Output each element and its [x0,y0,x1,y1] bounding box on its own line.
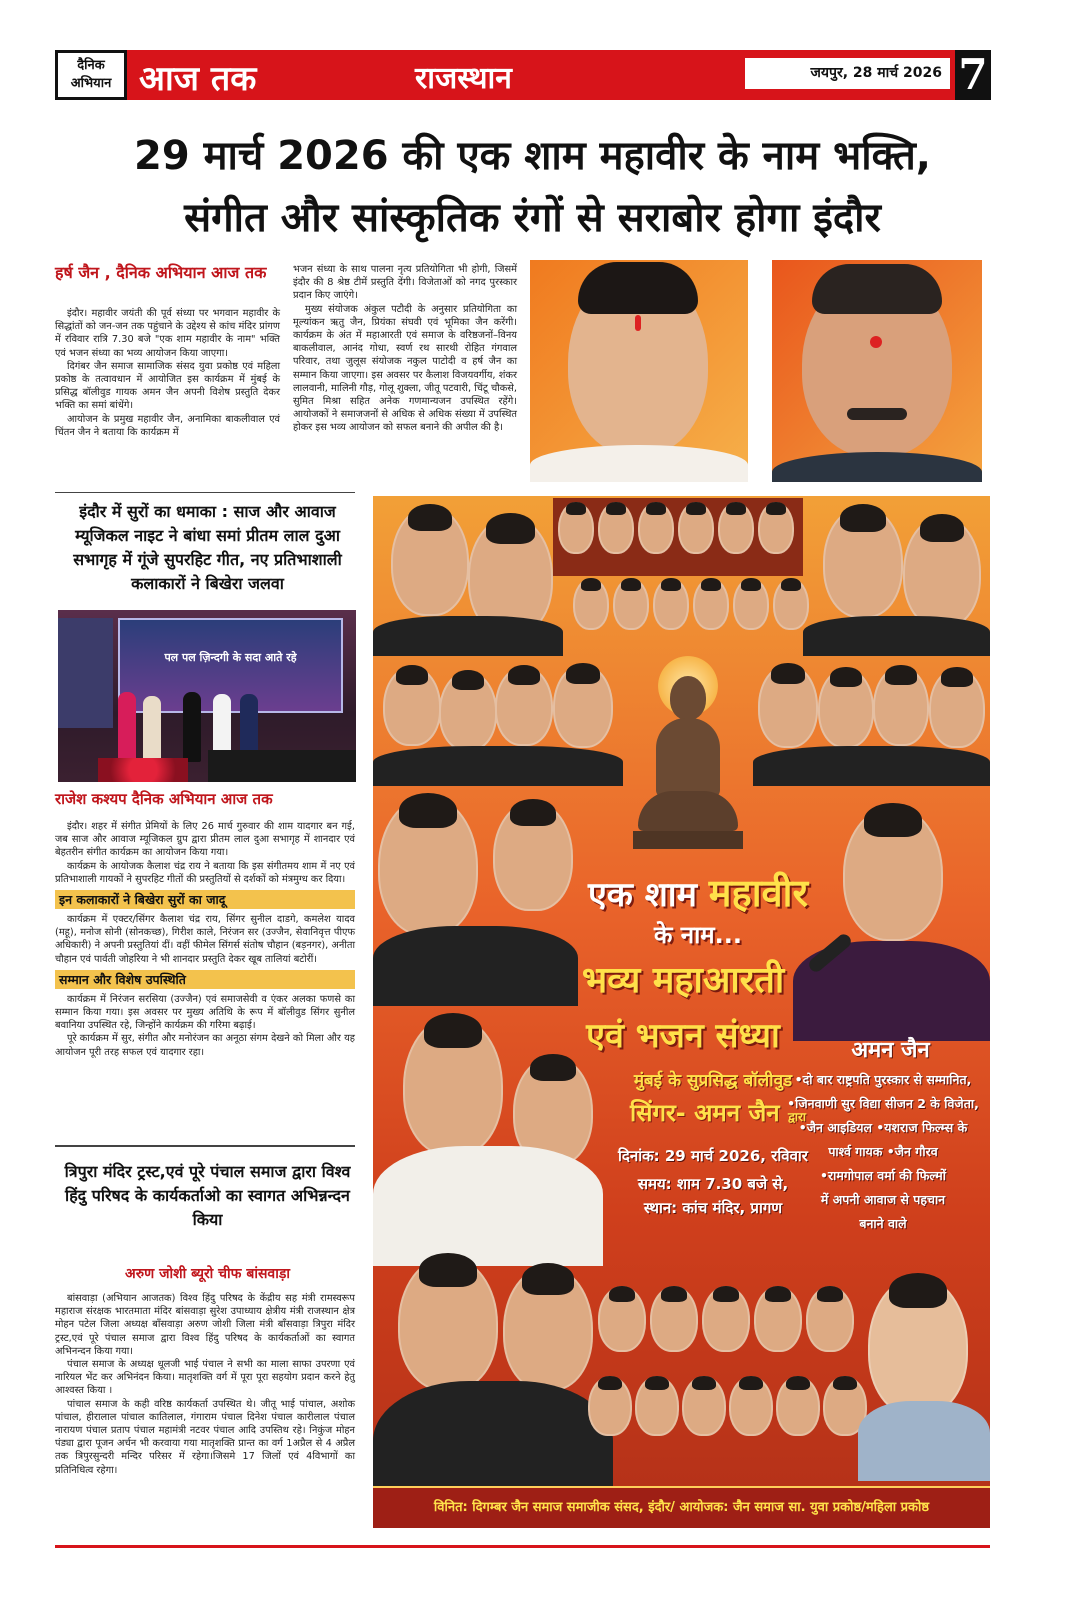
singer-headshot [843,806,943,941]
headshot [598,1286,646,1352]
event-stage-photo [58,610,356,782]
shirt [772,452,982,482]
poster-date: दिनांक: 29 मार्च 2026, रविवार [618,1147,808,1165]
bio-line: पार्श्व गायक •जैन गौरव [828,1144,938,1159]
headshot [823,506,903,618]
mustache [847,408,907,420]
headshot [806,1286,854,1352]
headshot [818,668,874,748]
section-title: राजस्थान [415,61,512,96]
poster-title-1 [568,866,828,918]
headshot [598,502,634,554]
poster-title-mahaarti: भव्य महाआरती [581,960,785,1001]
singer-name: अमन जैन [694,1099,780,1127]
headshot [903,516,981,628]
headshot [439,671,497,751]
poster-footer: विनित: दिगम्बर जैन समाज समाजीक संसद, इंदौर/ आयोजक: जैन समाज सा. युवा प्रकोष्ठ/महिला प्रकोष्ठ [433,1500,930,1515]
story3-para: बांसवाड़ा (अभियान आजतक) विश्व हिंदु परिषद के केंद्रीय सह मंत्री रामस्वरूप महाराज संरक्षक भारतमाता मंदिर बांसवाड़ा सुरेश उपाध्याय क्षेत्रीय मंत्री राजस्थान क्षेत्र मोहन पटेल जिला अध्यक्ष बाँसवाड़ा अरुण जोशी जिला मंत्री बाँसवाड़ा त्रिपुरा मंदिर ट्रस्ट,एवं पूरे पंचाल समाज द्वारा विश्व हिंदु परिषद के कार्यकर्ताओं का स्वागत अभिनन्दन किया गया। [55,1293,355,1357]
headshot [495,666,553,746]
hair [578,262,698,314]
bio-line: •दो बार राष्ट्रपति पुरस्कार से सम्मानित, [794,1072,972,1087]
event-poster [373,496,990,1528]
headshot [638,502,674,554]
poster-footer-strip [373,1486,990,1528]
side-banner [58,618,113,728]
suit [803,616,990,656]
story1-col1-para: इंदौर। महावीर जयंती की पूर्व संध्या पर भगवान महावीर के सिद्धांतों को जन-जन तक पहुंचाने के उद्देश्य से कांच मंदिर प्रांगण में रविवार रात्रि 7.30 बजे "एक शाम महावीर के नाम" भक्ति एवं भजन संध्या का भव्य आयोजन किया जाएगा। [55,308,280,359]
poster-title-ke-naam: के नाम... [653,921,743,949]
headshot [733,578,769,630]
headshot [754,1286,802,1352]
person [118,692,136,762]
brand-box-line2: अभियान [70,76,112,91]
poster-time: समय: शाम 7.30 बजे से, [637,1175,789,1193]
headshot [758,502,794,554]
brand-box [55,50,127,100]
mahavir-idol-icon [638,666,738,856]
stage-front [208,750,356,782]
story2-body [55,820,355,1059]
dateline: जयपुर, 28 मार्च 2026 [745,58,950,92]
story1-byline: हर्ष जैन , दैनिक अभियान आज तक [55,263,267,282]
hair [812,264,942,314]
page-footer-rule [55,1545,990,1548]
headshot [503,1266,593,1391]
story3-headline: त्रिपुरा मंदिर ट्रस्ट,एवं पूरे पंचाल समाज द्वारा विश्व हिंदु परिषद के कार्यकर्ताओ का स्वागत अभिन्नन्दन किया [64,1162,351,1229]
bio-line: में अपनी आवाज से पहचान [820,1192,946,1207]
headshot [693,578,729,630]
story3-para: पांचाल समाज के कही वरिष्ठ कार्यकर्ता उपस्थित थे। जीतू भाई पांचाल, अशोक पांचाल, हीरालाल पांचाल कातिलाल, गंगाराम पंचाल दिनेश पंचाल कारीलाल पंचाल नारायण पंचाल प्रताप पंचाल महामंत्री नटवर पंचाल आदि उपस्तिथ रहे। निकुंज मोहन पंड्या द्वारा पूजन अर्चन भी करवाया गया मातृशक्ति प्रान्त का वर्ग 1अप्रैल से 4 अप्रैल तक त्रिपुरसुन्दरी मन्दिर परिसर में रहेगा।जिसमे 17 जिलों एवं 4विभागों का प्रतिनिधित्व रहेगा। [55,1398,355,1476]
story1-col1-para: दिगंबर जैन समाज सामाजिक संसद युवा प्रकोष्ठ एवं महिला प्रकोष्ठ के तत्वावधान में आयोजित इस कार्यक्रम में मुंबई के प्रसिद्ध बॉलीवुड गायक अमन जैन अपनी विशेष प्रस्तुति देकर भक्ति का समां बांधेंगे। [55,360,280,412]
headshot [718,502,754,554]
suit [373,926,578,1006]
story2-byline: राजेश कश्यप दैनिक अभियान आज तक [55,790,273,808]
poster-venue: स्थान: कांच मंदिर, प्रागण [643,1199,783,1217]
singer-suffix: द्वारा [787,1110,806,1124]
tilak [635,315,641,331]
headshot [383,666,441,746]
headshot [729,1376,773,1436]
headshot [553,664,613,748]
white-shirt [373,1146,603,1266]
story1-col2 [293,263,517,435]
bio-line: •जिनवाणी सुर विद्या सीजन 2 के विजेता, [787,1096,979,1111]
story1-col2-para: मुख्य संयोजक अंकुल पटौदी के अनुसार प्रतियोगिता का मूल्यांकन ऋतु जैन, प्रियंका संघवी एवं भूमिका जैन करेंगी। कार्यक्रम के अंत में महाआरती एवं समाज के वरिष्ठजनों–विनय बाकलीवाल, आनंद गोधा, स्वर्ण रथ सारथी रोहित गंगवाल परिवार, तथा जुलूस संयोजक नकुल पाटोदी व हर्ष जैन का सम्मान किया जाएगा। इस अवसर पर कैलाश विजयवर्गीय, शंकर लालवानी, मालिनी गौड़, गोलू शुक्ला, जीतू पटवारी, चिंटू चौकसे, सुमित मिश्रा सहित अनेक गणमान्यजन उपस्थित रहेंगे। आयोजकों ने समाजजनों से अधिक से अधिक संख्या में उपस्थित होकर इस भव्य आयोजन को सफल बनाने की अपील की है। [293,303,518,434]
headshot [588,1376,632,1436]
story2-para: पूरे कार्यक्रम में सुर, संगीत और मनोरंजन का अनूठा संगम देखने को मिला और यह आयोजन पूरी तरह सफल एवं यादगार रहा। [55,1033,355,1058]
story2-subhead: इन कलाकारों ने बिखेरा सुरों का जादू [55,890,355,909]
suit [753,746,990,786]
headshot [773,578,809,630]
shirt [530,445,748,482]
story2-headline: इंदौर में सुरों का धमाका : साज और आवाज म्यूजिकल नाइट ने बांधा समां प्रीतम लाल दुआ सभागृह में गूंजे सुपरहिट गीत, नए प्रतिभाशाली कलाकारों ने बिखेरा जलवा [73,502,342,593]
suit [373,746,623,786]
portrait-photo-1 [530,260,748,482]
story2-para: कार्यक्रम में एक्टर/सिंगर कैलाश चंद्र राय, सिंगर सुनील दाडगे, कमलेश यादव (महू), मनोज सोनी (सोनकच्छ), गिरीश काले, निरंजन सर (उज्जैन, सेवानिवृत्त पीएफ अधिकारी) ने अपनी प्रस्तुतियां दीं। वहीं फीमेल सिंगर्स संतोष चौहान (बड़नगर), अनीता चौहान एवं पार्वती जोहरिया ने भी शानदार प्रस्तुति देकर खूब तालियां बटोरीं। [55,914,355,965]
headshot [702,1286,750,1352]
headshot [873,666,929,746]
person [183,692,201,762]
headshot [635,1376,679,1436]
story3-body [55,1292,355,1477]
saree [858,1401,990,1481]
poster-title-mahavir: महावीर [708,871,809,915]
masthead [55,50,990,100]
bio-line: बनाने वाले [859,1216,907,1231]
main-headline [40,125,1025,249]
headshot [573,578,609,630]
headshot [929,668,985,748]
headshot [398,1256,498,1391]
headshot [391,506,469,616]
divider [55,492,355,493]
person [143,696,161,762]
headshot [868,1276,968,1416]
headshot [653,578,689,630]
story1-col2-para: भजन संध्या के साथ पालना नृत्य प्रतियोगिता भी होगी, जिसमें इंदौर की 8 श्रेष्ठ टीमें प्रस्तुति देंगी। विजेताओं को नगद पुरस्कार प्रदान किए जाएंगे। [293,264,517,302]
story1-col1 [55,307,280,439]
story1-col1-para: आयोजन के प्रमुख महावीर जैन, अनामिका बाकलीवाल एवं चिंतन जैन ने बताया कि कार्यक्रम में [55,413,280,438]
story3-para: पंचाल समाज के अध्यक्ष धूलजी भाई पंचाल ने सभी का माला साफा उपरणा एवं नारियल भेंट कर अभिनंदन किया। मातृशक्ति वर्ग में पूरा पूरा सहयोग प्रदान करने हेतु आश्वस्त किया । [55,1359,355,1397]
headshot [678,502,714,554]
tilak [870,336,882,348]
poster-title-bhajan-sandhya: एवं भजन संध्या [586,1016,780,1056]
poster-singer-line1: मुंबई के सुप्रसिद्ध बॉलीवुड [633,1071,793,1091]
bio-line: •जैन आइडियल •यशराज फिल्म्स के [798,1120,968,1135]
headshot [776,1376,820,1436]
headline-line1: 29 मार्च 2026 की एक शाम महावीर के नाम भक्ति, [134,133,931,179]
headshot [493,801,573,911]
headshot [558,502,594,554]
flowers [98,758,188,782]
brand-box-line1: दैनिक [77,58,105,73]
story2-para: कार्यक्रम में निरंजन सरसिया (उज्जैन) एवं समाजसेवी व एंकर अलका फणसे का सम्मान किया गया। इस अवसर पर मुख्य अतिथि के रूप में बॉलीवुड सिंगर सुनील बवानिया उपस्थित रहे, जिन्होंने कार्यक्रम की गरिमा बढ़ाई। [55,993,355,1032]
bio-line: •रामगोपाल वर्मा की फिल्मों [820,1168,946,1183]
headshot [650,1286,698,1352]
headshot [758,664,818,748]
story2-subhead: सम्मान और विशेष उपस्थिति [55,970,355,989]
singer-prefix: सिंगर- [630,1099,695,1127]
story3-byline: अरुण जोशी ब्यूरो चीफ बांसवाड़ा [125,1266,290,1282]
portrait-photo-2 [772,260,982,482]
headshot [682,1376,726,1436]
divider [55,1145,355,1147]
page-number: 7 [955,50,991,100]
poster-title-ek-shaam: एक शाम [587,875,697,915]
banner-text: पल पल ज़िन्दगी के सदा आते रहे [164,651,297,664]
headshot [613,578,649,630]
brand-name: आज तक [139,59,257,99]
headshot [403,1016,503,1156]
headline-line2: संगीत और सांस्कृतिक रंगों से सराबोर होगा इंदौर [184,195,881,241]
poster-bio [778,1068,988,1236]
headshot [378,796,478,936]
poster-bio-name: अमन जैन [851,1038,930,1063]
story2-para: इंदौर। शहर में संगीत प्रेमियों के लिए 26 मार्च गुरुवार की शाम यादगार बन गई, जब साज और आवाज म्यूजिकल ग्रुप द्वारा प्रीतम लाल दुआ सभागृह में शानदार एवं बेहतरीन संगीत कार्यक्रम का आयोजन किया गया। [55,821,355,859]
suit [373,616,563,656]
story2-para: कार्यक्रम के आयोजक कैलाश चंद्र राय ने बताया कि इस संगीतमय शाम में नए एवं प्रतिभाशाली गायकों ने सुपरहिट गीतों की प्रस्तुतियों से दर्शकों को मंत्रमुग्ध कर दिया। [55,860,355,885]
